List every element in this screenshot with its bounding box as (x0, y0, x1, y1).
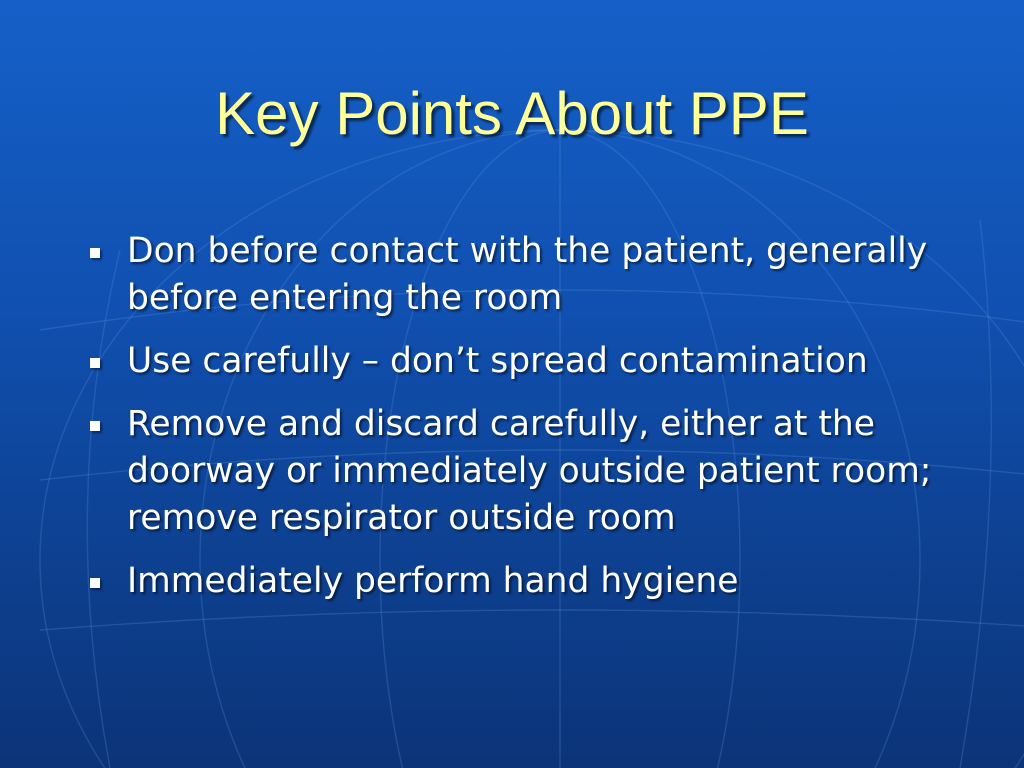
bullet-item (82, 338, 962, 385)
slide-title: Key Points About PPE (215, 80, 809, 147)
bullet-text: Remove and discard carefully, either at the doorway or immediately outside patient room; remove respirator outside room (127, 404, 932, 538)
bullet-list (82, 228, 962, 621)
square-bullet-icon (90, 421, 100, 431)
bullet-text: Use carefully – don’t spread contamination (127, 341, 868, 381)
square-bullet-icon (90, 578, 100, 588)
bullet-item (82, 401, 962, 542)
bullet-text: Immediately perform hand hygiene (127, 561, 739, 601)
bullet-item (82, 558, 962, 605)
square-bullet-icon (90, 248, 100, 258)
bullet-text: Don before contact with the patient, generally before entering the room (127, 231, 928, 318)
bullet-item (82, 228, 962, 322)
square-bullet-icon (90, 358, 100, 368)
